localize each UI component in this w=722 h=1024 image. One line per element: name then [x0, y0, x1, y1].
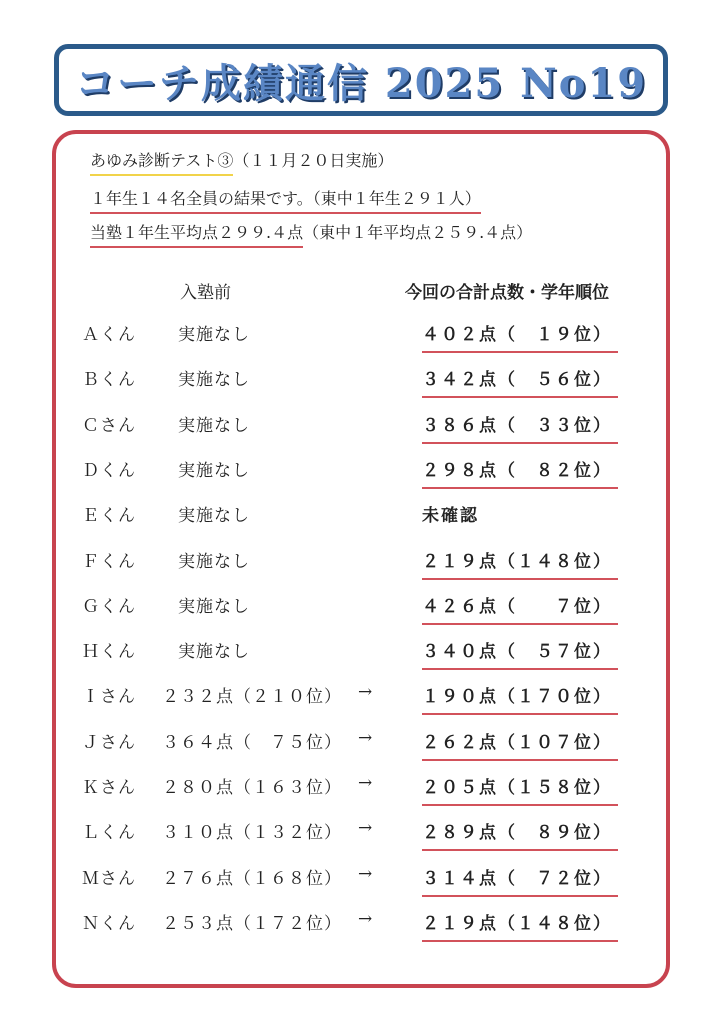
score-result: ４２６点（ ７位） — [422, 592, 618, 625]
student-name: Ｇくん — [82, 596, 136, 617]
page-title: コーチ成績通信 2025 No19 — [74, 59, 648, 107]
score-before: 実施なし — [178, 642, 250, 663]
score-before: 実施なし — [178, 325, 250, 345]
student-name: Ｄくん — [82, 460, 136, 481]
student-name: Ｊさん — [82, 732, 136, 753]
score-before: ２５３点（１７２位） — [162, 913, 342, 934]
score-before: 実施なし — [178, 460, 250, 481]
score-before: 実施なし — [178, 596, 250, 617]
score-result: ３４２点（ ５６位） — [422, 365, 618, 398]
score-result: ２１９点（１４８位） — [422, 547, 618, 580]
score-result: ２０５点（１５８位） — [422, 773, 618, 806]
title-banner — [54, 44, 668, 116]
table-row — [0, 592, 722, 632]
arrow-icon: → — [358, 818, 374, 839]
table-row — [0, 320, 722, 360]
score-before: ２７６点（１６８位） — [162, 868, 342, 889]
student-name: Ｂくん — [82, 370, 136, 391]
table-row — [0, 909, 722, 949]
average-line — [90, 220, 532, 248]
score-result: ４０２点（ １９位） — [422, 320, 618, 353]
score-before: 実施なし — [178, 370, 250, 391]
score-before: 実施なし — [178, 551, 250, 572]
score-result: １９０点（１７０位） — [422, 682, 618, 715]
score-result: ２１９点（１４８位） — [422, 909, 618, 942]
arrow-icon: → — [358, 727, 374, 748]
table-row — [0, 456, 722, 496]
table-row — [0, 637, 722, 677]
arrow-icon: → — [358, 863, 374, 884]
score-result: ３１４点（ ７２位） — [422, 864, 618, 897]
score-before: ３６４点（ ７５位） — [162, 732, 342, 753]
test-name-line — [90, 148, 393, 176]
header-before: 入塾前 — [180, 283, 231, 303]
table-row — [0, 682, 722, 722]
student-name: Ｎくん — [82, 913, 136, 934]
arrow-icon: → — [358, 908, 374, 929]
student-name: Ｍさん — [82, 868, 136, 889]
arrow-icon: → — [358, 773, 374, 793]
school-average: 当塾１年生平均点２９９.４点 — [90, 220, 303, 248]
table-row — [0, 773, 722, 813]
score-before: 実施なし — [178, 506, 250, 527]
district-average: （東中１年平均点２５９.４点） — [303, 223, 533, 242]
header-result: 今回の合計点数・学年順位 — [405, 283, 609, 303]
table-row — [0, 501, 722, 541]
score-result: ２６２点（１０７位） — [422, 728, 618, 761]
score-result: ３４０点（ ５７位） — [422, 637, 618, 670]
student-name: Ｈくん — [82, 642, 136, 663]
score-before: 実施なし — [178, 415, 250, 436]
score-result: ２９８点（ ８２位） — [422, 456, 618, 489]
summary-line — [90, 186, 481, 214]
table-row — [0, 547, 722, 587]
score-result: 未確認 — [422, 506, 479, 527]
score-before: ３１０点（１３２位） — [162, 823, 342, 844]
summary-text: １年生１４名全員の結果です。（東中１年生２９１人） — [90, 186, 481, 214]
score-before: ２３２点（２１０位） — [162, 687, 342, 708]
student-name: Ｃさん — [82, 415, 136, 436]
score-result: ３８６点（ ３３位） — [422, 411, 618, 444]
student-name: Ａくん — [82, 325, 136, 345]
student-name: Ｌくん — [82, 823, 136, 844]
test-name: あゆみ診断テスト③ — [90, 148, 233, 176]
arrow-icon: → — [358, 682, 374, 703]
student-name: Ｆくん — [82, 551, 136, 572]
student-name: Ｅくん — [82, 506, 136, 527]
table-row — [0, 411, 722, 451]
table-row — [0, 864, 722, 904]
table-row — [0, 365, 722, 405]
score-before: ２８０点（１６３位） — [162, 778, 342, 798]
test-date: （１１月２０日実施） — [233, 151, 394, 170]
table-row — [0, 818, 722, 858]
table-row — [0, 728, 722, 768]
student-name: Ｋさん — [82, 778, 136, 798]
student-name: Ｉさん — [82, 687, 136, 708]
score-result: ２８９点（ ８９位） — [422, 818, 618, 851]
